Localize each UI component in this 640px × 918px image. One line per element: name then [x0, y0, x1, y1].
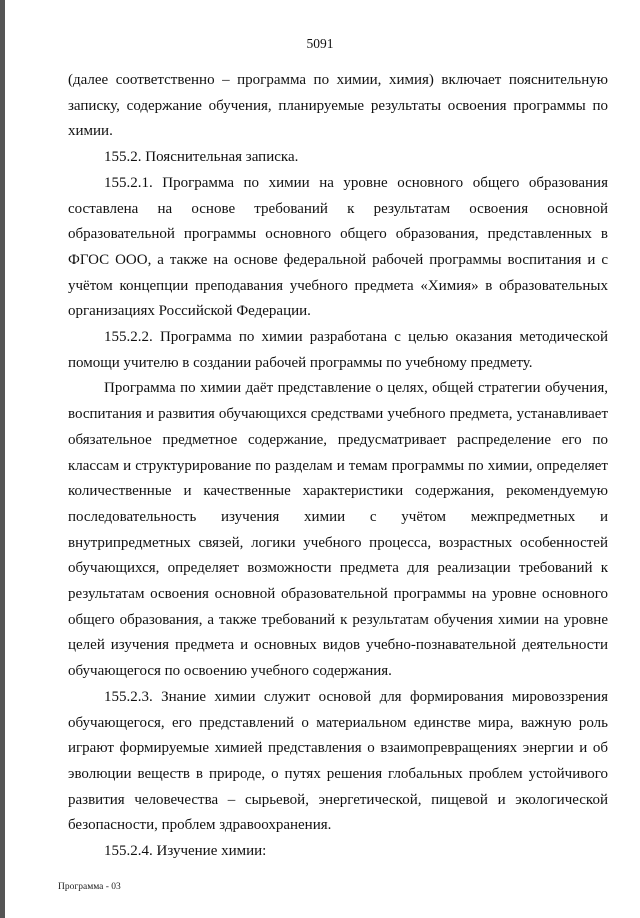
paragraph-155-2-4: 155.2.4. Изучение химии:	[104, 843, 267, 860]
paragraph-155-2-1: 155.2.1. Программа по химии на уровне основного общего образования составлена на основе требований к результатам освоения основной образовательной программы основного общего образования, представленных в ФГОС ООО, а также на основе федеральной рабочей программы воспитания и с учётом концепции преподавания учебного предмета «Химия» в образовательных организациях Российской Федерации.	[68, 174, 608, 320]
paragraph-continuation: (далее соответственно – программа по химии, химия) включает пояснительную записку, содержание обучения, планируемые результаты освоения программы по химии.	[68, 72, 608, 140]
scan-edge	[0, 0, 5, 918]
paragraph-155-2-2: 155.2.2. Программа по химии разработана с целью оказания методической помощи учителю в создании рабочей программы по учебному предмету.	[68, 329, 608, 371]
footer-label: Программа - 03	[58, 882, 121, 892]
section-heading-explanatory-note: 155.2. Пояснительная записка.	[104, 149, 299, 166]
document-body	[68, 68, 608, 865]
paragraph-155-2-3: 155.2.3. Знание химии служит основой для формирования мировоззрения обучающегося, его представлений о материальном единстве мира, важную роль играют формируемые химией представления о взаимопревращениях энергии и об эволюции веществ в природе, о путях решения глобальных проблем устойчивого развития человечества – сырьевой, энергетической, пищевой и экологической безопасности, проблем здравоохранения.	[68, 688, 608, 834]
page-number: 5091	[306, 36, 334, 51]
paragraph-program-overview: Программа по химии даёт представление о целях, общей стратегии обучения, воспитания и развития обучающихся средствами учебного предмета, устанавливает обязательное предметное содержание, предусматривает распределение его по классам и структурирование по разделам и темам программы по химии, определяет количественные и качественные характеристики содержания, рекомендуемую последовательность изучения химии с учётом межпредметных и внутрипредметных связей, логики учебного процесса, возрастных особенностей обучающихся, определяет возможности предмета для реализации требований к результатам освоения основной образовательной программы на уровне основного общего образования, а также требований к результатам обучения химии на уровне целей изучения предмета и основных видов учебно-познавательной деятельности обучающегося по освоению учебного содержания.	[68, 380, 608, 680]
